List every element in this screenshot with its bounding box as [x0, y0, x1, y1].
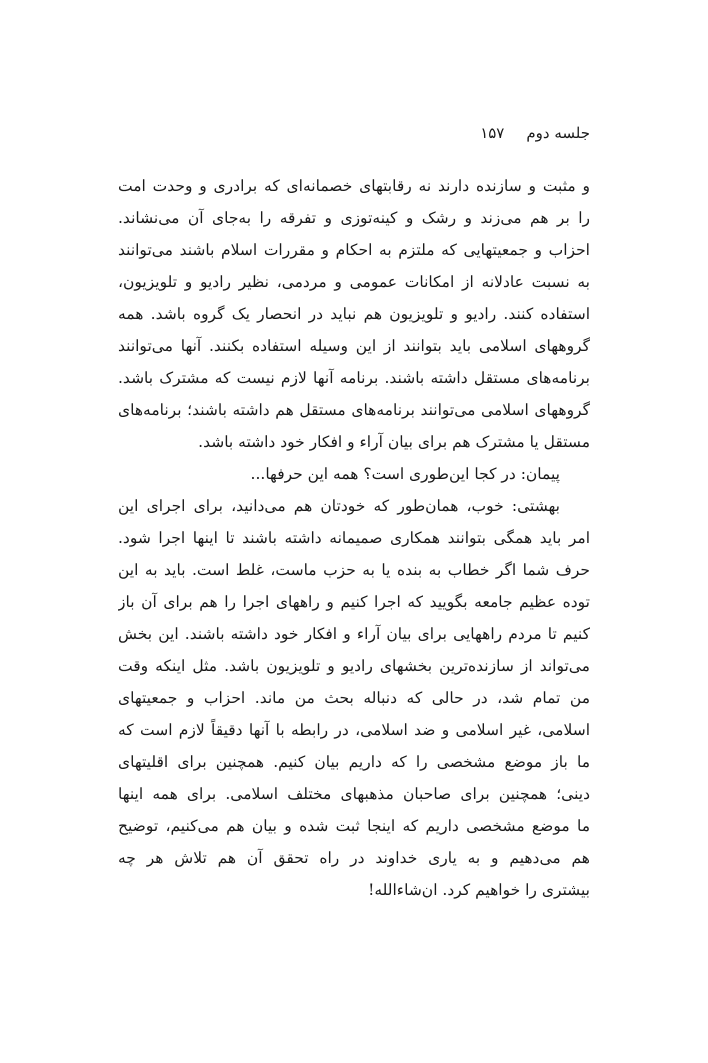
page-number: ۱۵۷	[480, 124, 505, 142]
text-line: هم می‌دهیم و به یاری خداوند در راه تحقق آن هم تلاش هر چه	[118, 849, 590, 867]
text-line: ما موضع مشخصی داریم که اینجا ثبت شده و بیان هم می‌کنیم، توضیح	[118, 817, 590, 835]
text-line: بیشتری را خواهیم کرد. ان‌شاءالله!	[368, 881, 590, 899]
text-line: می‌تواند از سازنده‌ترین بخشهای رادیو و تلویزیون باشد. مثل اینکه وقت	[118, 657, 590, 675]
text-line: دینی؛ همچنین برای صاحبان مذهبهای مختلف اسلامی. برای همه اینها	[118, 785, 590, 803]
text-line: ما باز موضع مشخصی را که داریم بیان کنیم. همچنین برای اقلیتهای	[118, 753, 590, 771]
paragraph-3	[118, 490, 590, 906]
text-line: گروههای اسلامی می‌توانند برنامه‌های مستقل هم داشته باشند؛ برنامه‌های	[118, 401, 590, 419]
text-line: امر باید همگی بتوانند همکاری صمیمانه داشته باشند تا اینها اجرا شود.	[118, 529, 590, 547]
text-line: پیمان: در کجا این‌طوری است؟ همه این حرفها...	[250, 465, 560, 483]
text-line: حرف شما اگر خطاب به بنده یا به حزب ماست، غلط است. باید به این	[118, 561, 590, 579]
text-line: توده عظیم جامعه بگویید که اجرا کنیم و راههای اجرا را هم برای آن باز	[118, 593, 590, 611]
paragraph-2	[118, 458, 590, 490]
text-line: اسلامی، غیر اسلامی و ضد اسلامی، در رابطه با آنها دقیقاً لازم است که	[118, 721, 590, 739]
paragraph-1	[118, 170, 590, 458]
text-line: و مثبت و سازنده دارند نه رقابتهای خصمانه‌ای که برادری و وحدت امت	[118, 177, 590, 195]
section-title: جلسه دوم	[526, 124, 590, 142]
body-text	[118, 170, 590, 906]
text-line: من تمام شد، در حالی که دنباله بحث من ماند. احزاب و جمعیتهای	[118, 689, 590, 707]
text-line: احزاب و جمعیتهایی که ملتزم به احکام و مقررات اسلام باشند می‌توانند	[118, 241, 590, 259]
text-line: کنیم تا مردم راههایی برای بیان آراء و افکار خود داشته باشند. این بخش	[118, 625, 590, 643]
text-line: بهشتی: خوب، همان‌طور که خودتان هم می‌دانید، برای اجرای این	[118, 497, 560, 515]
running-header	[118, 120, 590, 146]
text-line: برنامه‌های مستقل داشته باشند. برنامه آنها لازم نیست که مشترک باشد.	[118, 369, 590, 387]
text-line: را بر هم می‌زند و رشک و کینه‌توزی و تفرقه را به‌جای آن می‌نشاند.	[118, 209, 590, 227]
text-line: مستقل یا مشترک هم برای بیان آراء و افکار خود داشته باشد.	[198, 433, 590, 451]
text-line: گروههای اسلامی باید بتوانند از این وسیله استفاده بکنند. آنها می‌توانند	[118, 337, 590, 355]
text-line: استفاده کنند. رادیو و تلویزیون هم نباید در انحصار یک گروه باشد. همه	[118, 305, 590, 323]
text-line: به نسبت عادلانه از امکانات عمومی و مردمی، نظیر رادیو و تلویزیون،	[118, 273, 590, 291]
